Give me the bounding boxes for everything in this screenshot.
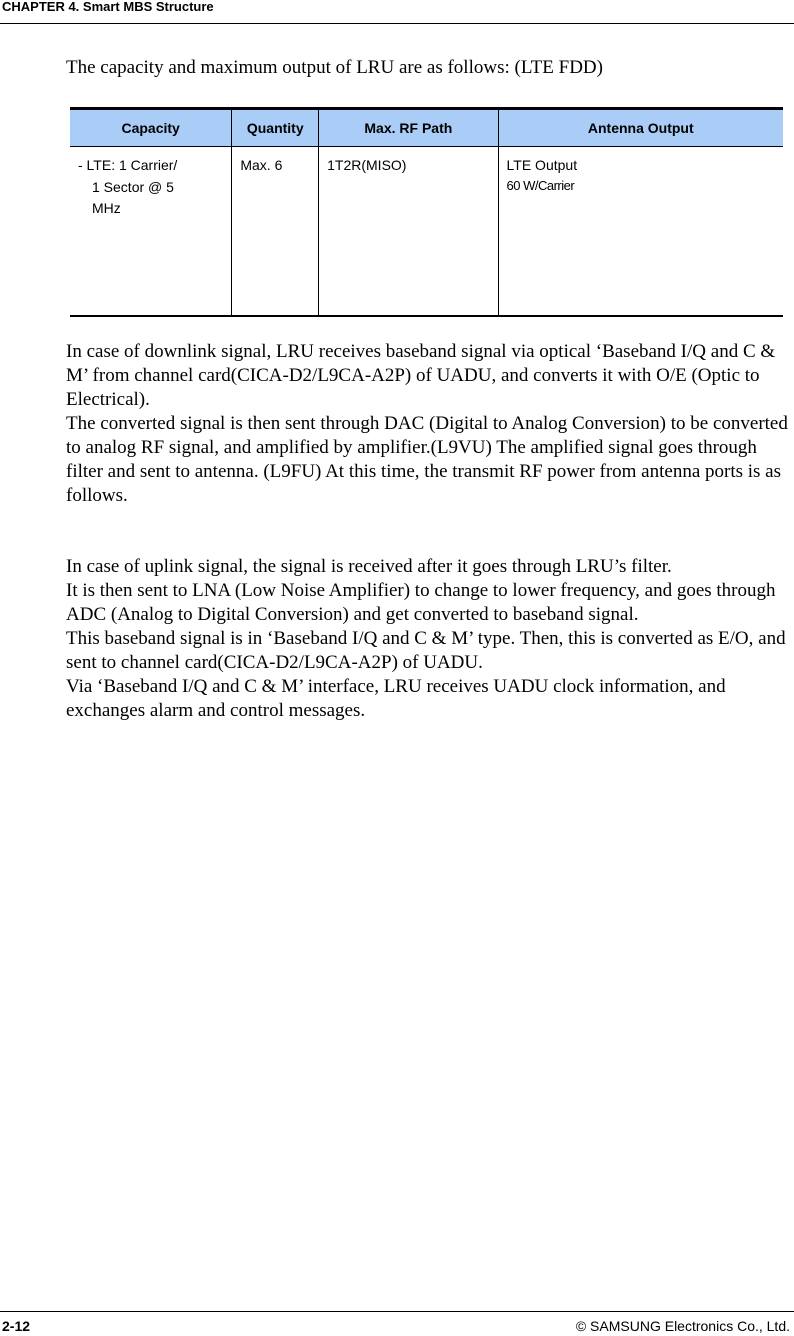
header-max-rf-path: Max. RF Path — [319, 109, 498, 147]
antenna-line-1: LTE Output — [506, 157, 578, 173]
capacity-line-3: MHz — [92, 200, 121, 216]
uplink-section — [66, 555, 794, 723]
downlink-paragraph-1: In case of downlink signal, LRU receives baseband signal via optical ‘Baseband I/Q and C & M’ from channel card(CICA-D2/L9CA-A2P) of UADU, and converts it with O/E (Optic to Electrical). — [66, 341, 776, 410]
capacity-line-2: 1 Sector @ 5 — [92, 179, 174, 195]
table-header-row — [70, 109, 783, 147]
cell-capacity — [70, 147, 232, 317]
uplink-paragraph-1: In case of uplink signal, the signal is received after it goes through LRU’s filter. — [66, 556, 672, 577]
header-capacity: Capacity — [121, 120, 180, 136]
header-quantity: Quantity — [232, 109, 319, 147]
lru-capacity-table — [70, 107, 783, 317]
intro-text: The capacity and maximum output of LRU are as follows: (LTE FDD) — [66, 57, 603, 78]
uplink-paragraph-2: It is then sent to LNA (Low Noise Amplifier) to change to lower frequency, and goes through ADC (Analog to Digital Conversion) and get converted to baseband signal. — [66, 580, 776, 625]
cell-rf-path: 1T2R(MISO) — [319, 147, 498, 317]
table-row — [70, 147, 783, 317]
chapter-header: CHAPTER 4. Smart MBS Structure — [2, 0, 214, 14]
capacity-line-1: - LTE: 1 Carrier/ — [78, 157, 178, 173]
footer-divider — [0, 1311, 794, 1312]
antenna-line-2: 60 W/Carrier — [506, 178, 575, 193]
downlink-paragraph-2: The converted signal is then sent through DAC (Digital to Analog Conversion) to be converted to analog RF signal, and amplified by amplifier.(L9VU) The amplified signal goes through filter and sent to antenna. (L9FU) At this time, the transmit RF power from antenna ports is as follows. — [66, 413, 788, 506]
header-divider — [0, 23, 794, 24]
uplink-paragraph-3: This baseband signal is in ‘Baseband I/Q and C & M’ type. Then, this is converted as E/O, and sent to channel card(CICA-D2/L9CA-A2P) of UADU. — [66, 628, 786, 673]
cell-quantity: Max. 6 — [232, 147, 319, 317]
page-number: 2-12 — [2, 1318, 31, 1334]
downlink-section — [66, 340, 794, 508]
copyright-notice: © SAMSUNG Electronics Co., Ltd. — [575, 1318, 790, 1334]
cell-antenna-output — [498, 147, 783, 317]
header-antenna-output: Antenna Output — [498, 109, 783, 147]
uplink-paragraph-4: Via ‘Baseband I/Q and C & M’ interface, LRU receives UADU clock information, and exchanges alarm and control messages. — [66, 676, 726, 721]
